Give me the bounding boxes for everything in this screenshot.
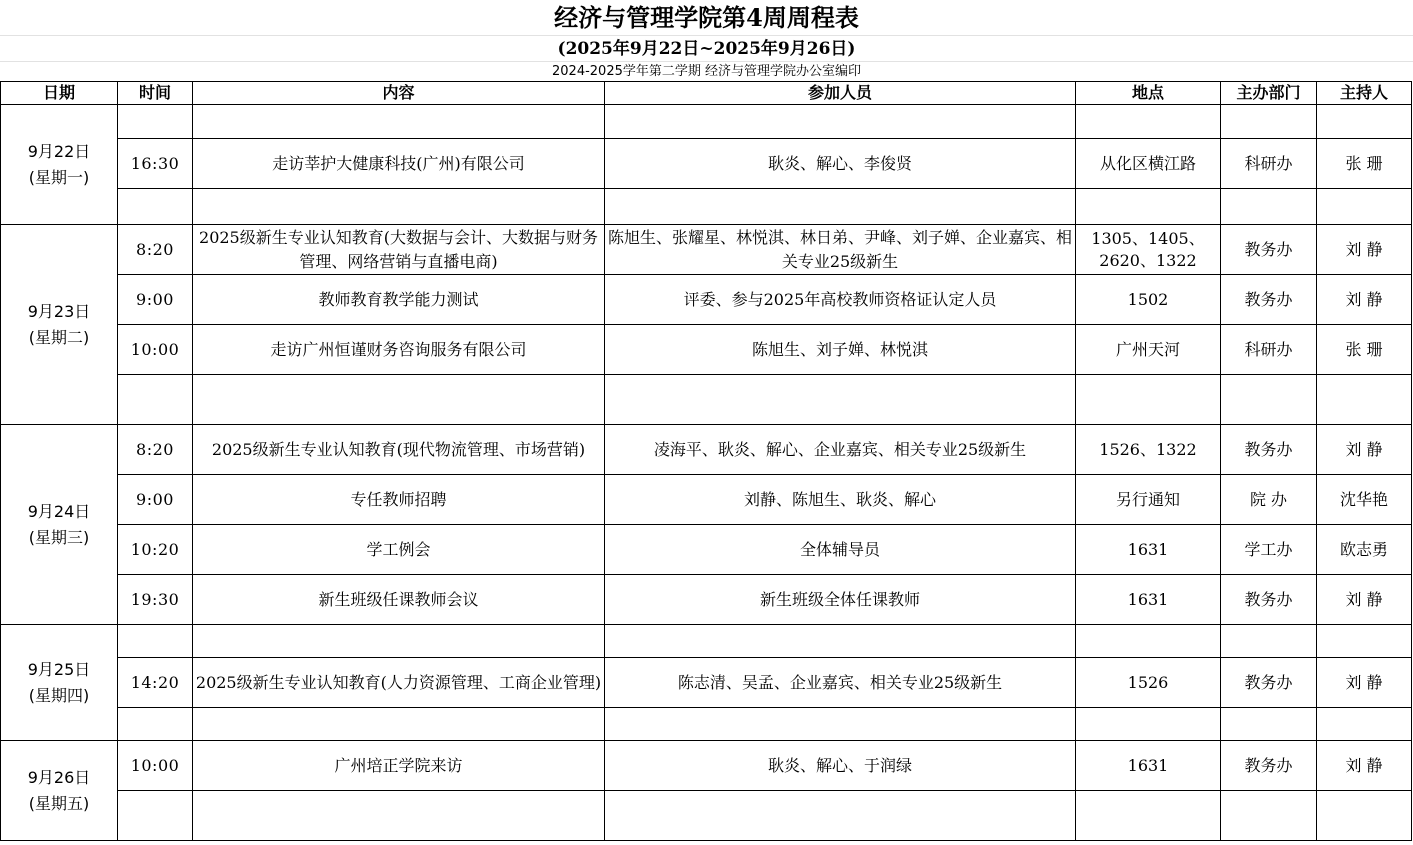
time-cell — [118, 791, 193, 841]
host-cell: 欧志勇 — [1317, 525, 1412, 575]
location-cell: 1526 — [1076, 658, 1221, 708]
table-row — [1, 475, 1412, 525]
content-cell: 2025级新生专业认知教育(现代物流管理、市场营销) — [193, 425, 605, 475]
host-cell: 张 珊 — [1317, 325, 1412, 375]
table-row — [1, 741, 1412, 791]
location-cell — [1076, 189, 1221, 225]
location-cell: 另行通知 — [1076, 475, 1221, 525]
department-cell: 科研办 — [1221, 139, 1317, 189]
content-cell: 专任教师招聘 — [193, 475, 605, 525]
table-row — [1, 658, 1412, 708]
table-row — [1, 105, 1412, 139]
host-cell: 刘 静 — [1317, 275, 1412, 325]
table-row — [1, 225, 1412, 275]
day-cell — [1, 425, 118, 625]
content-cell: 2025级新生专业认知教育(大数据与会计、大数据与财务管理、网络营销与直播电商) — [193, 225, 605, 275]
host-cell: 张 珊 — [1317, 139, 1412, 189]
table-row — [1, 791, 1412, 841]
day-cell — [1, 105, 118, 225]
department-cell — [1221, 105, 1317, 139]
content-cell — [193, 375, 605, 425]
time-cell — [118, 105, 193, 139]
participants-cell — [605, 791, 1076, 841]
time-cell: 9:00 — [118, 475, 193, 525]
location-cell — [1076, 708, 1221, 741]
column-header-participants: 参加人员 — [605, 82, 1076, 105]
time-cell: 10:00 — [118, 741, 193, 791]
participants-cell — [605, 105, 1076, 139]
department-cell: 教务办 — [1221, 658, 1317, 708]
host-cell: 刘 静 — [1317, 425, 1412, 475]
day-weekday: (星期四) — [28, 685, 90, 705]
column-header-location: 地点 — [1076, 82, 1221, 105]
participants-cell: 评委、参与2025年高校教师资格证认定人员 — [605, 275, 1076, 325]
content-cell: 2025级新生专业认知教育(人力资源管理、工商企业管理) — [193, 658, 605, 708]
day-cell — [1, 225, 118, 425]
column-header-time: 时间 — [118, 82, 193, 105]
day-date: 9月23日 — [27, 301, 91, 321]
column-header-host: 主持人 — [1317, 82, 1412, 105]
content-cell: 学工例会 — [193, 525, 605, 575]
time-cell: 19:30 — [118, 575, 193, 625]
schedule-table — [0, 81, 1412, 841]
department-cell — [1221, 625, 1317, 658]
day-weekday: (星期一) — [28, 167, 90, 187]
date-range-subtitle: (2025年9月22日~2025年9月26日) — [0, 35, 1413, 61]
department-cell — [1221, 375, 1317, 425]
department-cell: 教务办 — [1221, 575, 1317, 625]
table-row — [1, 525, 1412, 575]
department-cell — [1221, 189, 1317, 225]
location-cell — [1076, 375, 1221, 425]
host-cell: 刘 静 — [1317, 225, 1412, 275]
column-header-department: 主办部门 — [1221, 82, 1317, 105]
compiler-note: 2024-2025学年第二学期 经济与管理学院办公室编印 — [0, 61, 1413, 81]
content-cell: 走访莘护大健康科技(广州)有限公司 — [193, 139, 605, 189]
content-cell — [193, 708, 605, 741]
time-cell — [118, 708, 193, 741]
department-cell — [1221, 708, 1317, 741]
participants-cell — [605, 625, 1076, 658]
host-cell — [1317, 189, 1412, 225]
content-cell — [193, 625, 605, 658]
participants-cell: 新生班级全体任课教师 — [605, 575, 1076, 625]
department-cell: 院 办 — [1221, 475, 1317, 525]
column-header-date: 日期 — [1, 82, 118, 105]
content-cell: 新生班级任课教师会议 — [193, 575, 605, 625]
day-date: 9月22日 — [27, 141, 91, 161]
content-cell — [193, 105, 605, 139]
day-weekday: (星期二) — [28, 327, 90, 347]
time-cell: 14:20 — [118, 658, 193, 708]
participants-cell: 凌海平、耿炎、解心、企业嘉宾、相关专业25级新生 — [605, 425, 1076, 475]
host-cell — [1317, 105, 1412, 139]
participants-cell: 耿炎、解心、于润绿 — [605, 741, 1076, 791]
table-row — [1, 708, 1412, 741]
location-cell: 1502 — [1076, 275, 1221, 325]
department-cell: 学工办 — [1221, 525, 1317, 575]
department-cell: 教务办 — [1221, 225, 1317, 275]
time-cell: 10:20 — [118, 525, 193, 575]
participants-cell: 陈旭生、张耀星、林悦淇、林日弟、尹峰、刘子婵、企业嘉宾、相关专业25级新生 — [605, 225, 1076, 275]
location-cell: 从化区横江路 — [1076, 139, 1221, 189]
time-cell — [118, 375, 193, 425]
location-cell: 1631 — [1076, 575, 1221, 625]
host-cell: 刘 静 — [1317, 741, 1412, 791]
host-cell: 沈华艳 — [1317, 475, 1412, 525]
day-date: 9月24日 — [27, 501, 91, 521]
table-row — [1, 375, 1412, 425]
table-row — [1, 275, 1412, 325]
time-cell: 9:00 — [118, 275, 193, 325]
day-date: 9月26日 — [27, 767, 91, 787]
host-cell: 刘 静 — [1317, 575, 1412, 625]
table-row — [1, 139, 1412, 189]
participants-cell — [605, 708, 1076, 741]
location-cell: 1526、1322 — [1076, 425, 1221, 475]
day-date: 9月25日 — [27, 659, 91, 679]
host-cell — [1317, 791, 1412, 841]
table-row — [1, 325, 1412, 375]
content-cell: 广州培正学院来访 — [193, 741, 605, 791]
content-cell: 走访广州恒谨财务咨询服务有限公司 — [193, 325, 605, 375]
time-cell: 16:30 — [118, 139, 193, 189]
table-row — [1, 625, 1412, 658]
host-cell — [1317, 625, 1412, 658]
participants-cell: 耿炎、解心、李俊贤 — [605, 139, 1076, 189]
host-cell — [1317, 708, 1412, 741]
participants-cell: 刘静、陈旭生、耿炎、解心 — [605, 475, 1076, 525]
host-cell: 刘 静 — [1317, 658, 1412, 708]
department-cell: 教务办 — [1221, 275, 1317, 325]
day-cell — [1, 741, 118, 841]
day-weekday: (星期三) — [28, 527, 90, 547]
page-title: 经济与管理学院第4周周程表 — [554, 3, 859, 32]
participants-cell — [605, 375, 1076, 425]
location-cell — [1076, 105, 1221, 139]
location-cell: 1631 — [1076, 741, 1221, 791]
table-header-row — [1, 82, 1412, 105]
day-weekday: (星期五) — [28, 793, 90, 813]
time-cell: 8:20 — [118, 425, 193, 475]
time-cell — [118, 625, 193, 658]
content-cell: 教师教育教学能力测试 — [193, 275, 605, 325]
column-header-content: 内容 — [193, 82, 605, 105]
participants-cell: 陈志清、吴孟、企业嘉宾、相关专业25级新生 — [605, 658, 1076, 708]
department-cell — [1221, 791, 1317, 841]
department-cell: 教务办 — [1221, 425, 1317, 475]
location-cell — [1076, 625, 1221, 658]
location-cell: 1305、1405、2620、1322 — [1076, 225, 1221, 275]
time-cell: 10:00 — [118, 325, 193, 375]
content-cell — [193, 189, 605, 225]
location-cell: 广州天河 — [1076, 325, 1221, 375]
department-cell: 科研办 — [1221, 325, 1317, 375]
table-row — [1, 189, 1412, 225]
content-cell — [193, 791, 605, 841]
day-cell — [1, 625, 118, 741]
participants-cell: 陈旭生、刘子婵、林悦淇 — [605, 325, 1076, 375]
participants-cell: 全体辅导员 — [605, 525, 1076, 575]
location-cell: 1631 — [1076, 525, 1221, 575]
table-row — [1, 575, 1412, 625]
location-cell — [1076, 791, 1221, 841]
participants-cell — [605, 189, 1076, 225]
table-row — [1, 425, 1412, 475]
time-cell — [118, 189, 193, 225]
department-cell: 教务办 — [1221, 741, 1317, 791]
host-cell — [1317, 375, 1412, 425]
time-cell: 8:20 — [118, 225, 193, 275]
